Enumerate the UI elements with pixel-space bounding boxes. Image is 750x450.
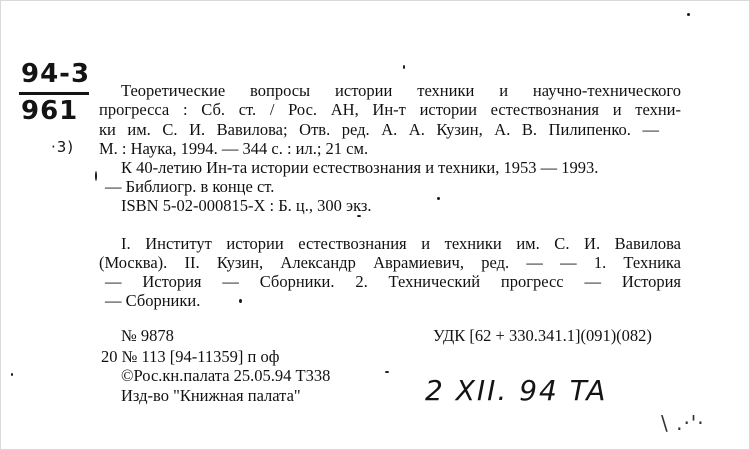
- udk-classification: УДК [62 + 330.341.1](091)(082): [433, 326, 652, 345]
- description-line: прогресса : Сб. ст. / Рос. АН, Ин-т истории естествознания и техни-: [99, 100, 681, 119]
- handwritten-shelf-mark-top: 94-3: [21, 59, 91, 89]
- description-line: — Библиогр. в конце ст.: [105, 177, 275, 196]
- order-line: 20 № 113 [94-11359] п оф: [101, 347, 280, 366]
- tracing-line: I. Институт истории естествознания и техники им. С. И. Вавилова: [121, 234, 681, 253]
- record-number: № 9878: [121, 326, 174, 345]
- scan-speck: [95, 171, 97, 181]
- tracing-line: — Сборники.: [105, 291, 201, 310]
- handwritten-date-note: 2 XII. 94 TA: [425, 374, 608, 407]
- scan-speck: [403, 65, 405, 69]
- scan-speck: [11, 373, 13, 376]
- tracing-line: — История — Сборники. 2. Технический прогресс — История: [105, 272, 681, 291]
- book-chamber-line: ©Рос.кн.палата 25.05.94 Т338: [121, 366, 331, 385]
- description-line: К 40-летию Ин-та истории естествознания и техники, 1953 — 1993.: [121, 158, 599, 177]
- description-line: Теоретические вопросы истории техники и научно-технического: [121, 81, 681, 100]
- handwritten-shelf-mark-bottom: 961: [21, 96, 79, 126]
- isbn-line: ISBN 5-02-000815-X : Б. ц., 300 экз.: [121, 196, 372, 215]
- description-line: ки им. С. И. Вавилова; Отв. ред. А. А. Кузин, А. В. Пилипенко. —: [99, 120, 659, 139]
- scan-speck: [687, 13, 690, 16]
- publisher-line: Изд-во "Книжная палата": [121, 386, 301, 405]
- handwritten-corner-scribble: \ .·'·: [661, 411, 705, 435]
- scan-speck: [239, 299, 242, 303]
- scan-speck: [357, 215, 361, 217]
- description-line: М. : Наука, 1994. — 344 с. : ил.; 21 см.: [99, 139, 369, 158]
- shelf-mark-divider: [19, 92, 89, 95]
- handwritten-copy-note: ·3): [51, 138, 75, 156]
- scan-speck: [385, 371, 389, 373]
- tracing-line: (Москва). II. Кузин, Александр Аврамиевич, ред. — — 1. Техника: [99, 253, 681, 272]
- scan-speck: [437, 197, 440, 200]
